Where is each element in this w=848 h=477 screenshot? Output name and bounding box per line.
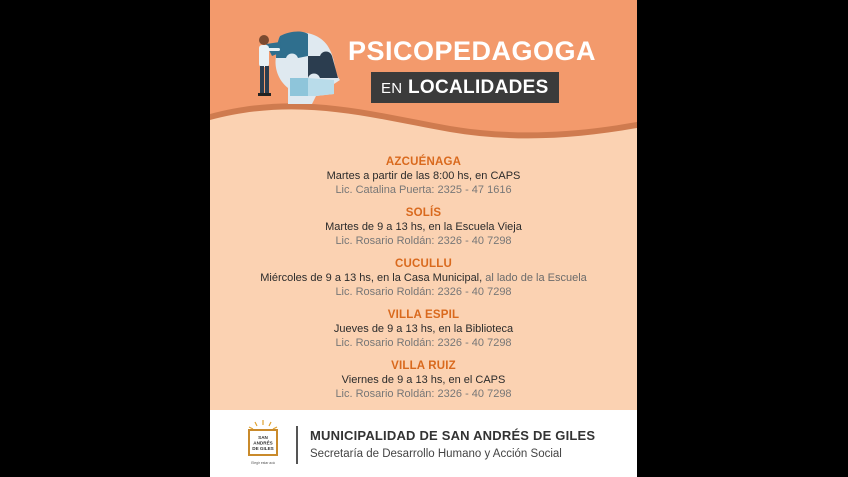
locations-list	[210, 155, 637, 410]
location-schedule-extra: al lado de la Escuela	[482, 272, 587, 284]
poster	[210, 0, 637, 477]
page-title: PSICOPEDAGOGA	[348, 36, 597, 66]
location-schedule: Martes de 9 a 13 hs, en la Escuela Vieja	[325, 221, 522, 233]
location-name: AZCUÉNAGA	[385, 156, 462, 168]
header	[210, 0, 637, 150]
location-name: SOLÍS	[405, 207, 442, 219]
footer-divider	[296, 426, 298, 464]
location-schedule: Miércoles de 9 a 13 hs, en la Casa Municipal, al lado de la Escuela	[260, 272, 587, 284]
subtitle-small: EN	[381, 80, 403, 97]
logo-tagline: Elegir estar acá	[251, 461, 275, 465]
location-item	[210, 308, 637, 359]
location-item	[210, 206, 637, 257]
location-item	[210, 257, 637, 308]
location-contact: Lic. Rosario Roldán: 2326 - 40 7298	[335, 337, 512, 349]
footer	[210, 410, 637, 477]
location-contact: Lic. Catalina Puerta: 2325 - 47 1616	[335, 184, 512, 196]
location-item	[210, 359, 637, 410]
location-contact: Lic. Rosario Roldán: 2326 - 40 7298	[335, 388, 512, 400]
logo-text-3: DE GILES	[252, 446, 274, 451]
subtitle-big: LOCALIDADES	[408, 77, 549, 98]
location-item	[210, 155, 637, 206]
location-schedule: Martes a partir de las 8:00 hs, en CAPS	[326, 170, 521, 182]
location-contact: Lic. Rosario Roldán: 2326 - 40 7298	[335, 286, 512, 298]
logo-text-2: ANDRÉS	[253, 440, 273, 446]
location-name: VILLA ESPIL	[387, 309, 460, 321]
municipality-name: MUNICIPALIDAD DE SAN ANDRÉS DE GILES	[310, 428, 596, 443]
location-schedule: Viernes de 9 a 13 hs, en el CAPS	[341, 374, 506, 386]
location-name: CUCULLU	[395, 258, 452, 270]
location-schedule: Jueves de 9 a 13 hs, en la Biblioteca	[333, 323, 514, 335]
logo-text-1: SAN	[258, 435, 268, 440]
location-contact: Lic. Rosario Roldán: 2326 - 40 7298	[335, 235, 512, 247]
puzzle-head-person-icon	[250, 28, 342, 104]
location-name: VILLA RUIZ	[391, 360, 456, 372]
subtitle-badge	[371, 72, 559, 103]
secretaria-name: Secretaría de Desarrollo Humano y Acción Social	[310, 448, 562, 460]
sun-frame-logo-icon	[246, 419, 280, 469]
